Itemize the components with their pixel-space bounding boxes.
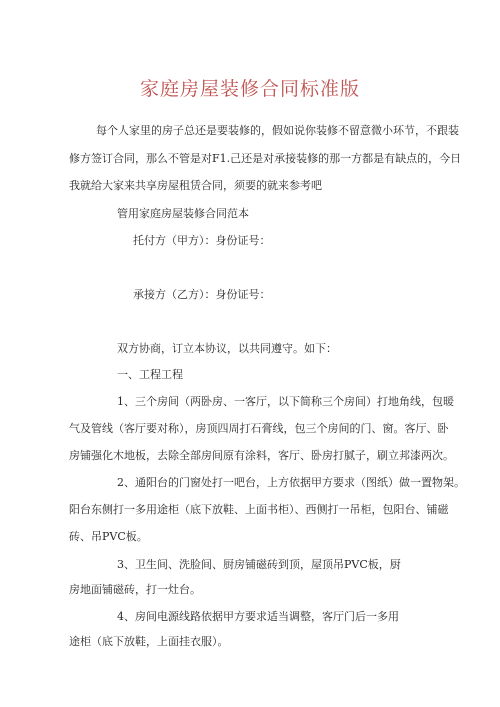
item-2-line-2: 阳台东侧打一多用途柜（底下放鞋、上面书柜）、西侧打一吊柜，包阳台、铺磁 (69, 503, 449, 516)
intro-line-3: 我就给大家来共享房屋租赁合同，须要的就来参考吧 (69, 179, 322, 192)
intro-line-2: 修方签订合同，那么不管是对F1.己还是对承接装修的那一方都是有缺点的，今日 (69, 152, 462, 165)
agreement-line: 双方协商，订立本协议，以共同遵守。如下： (117, 342, 337, 355)
item-4-line-2: 途柜（底下放鞋，上面挂衣服）。 (69, 635, 229, 648)
item-3-line-2: 房地面铺磁砖，打一灶台。 (69, 583, 201, 596)
intro-line-1: 每个人家里的房子总还是要装修的，假如说你装修不留意微小环节，不跟装 (96, 124, 459, 137)
item-1-line-3: 房铺强化木地板，去除全部房间原有涂料，客厅、卧房打腻子，刷立邦漆两次。 (69, 449, 454, 462)
sample-heading: 管用家庭房屋装修合同范本 (117, 207, 249, 220)
item-1-line-1: 1、三个房间（两卧房、一客厅，以下简称三个房间）打地角线，包暖 (117, 395, 454, 408)
item-1-line-2: 气及管线（客厅要对称），房顶四周打石膏线，包三个房间的门、窗。客厅、卧 (69, 422, 449, 435)
item-3-line-1: 3、卫生间、洗脸间、厨房铺磁砖到顶，屋顶吊PVC板，厨 (117, 558, 401, 571)
party-b-line: 承接方（乙方）：身份证号： (133, 288, 271, 301)
item-2-line-1: 2、通阳台的门窗处打一吧台，上方依据甲方要求（图纸）做一置物架。 (117, 476, 465, 489)
section-1-heading: 一、工程工程 (117, 368, 183, 381)
item-2-line-3: 砖、吊PVC板。 (69, 530, 148, 543)
item-4-line-1: 4、房间电源线路依据甲方要求适当调整，客厅门后一多用 (117, 610, 399, 623)
document-title: 家庭房屋装修合同标准版 (139, 78, 360, 100)
party-a-line: 托付方（甲方）：身份证号： (133, 234, 271, 247)
